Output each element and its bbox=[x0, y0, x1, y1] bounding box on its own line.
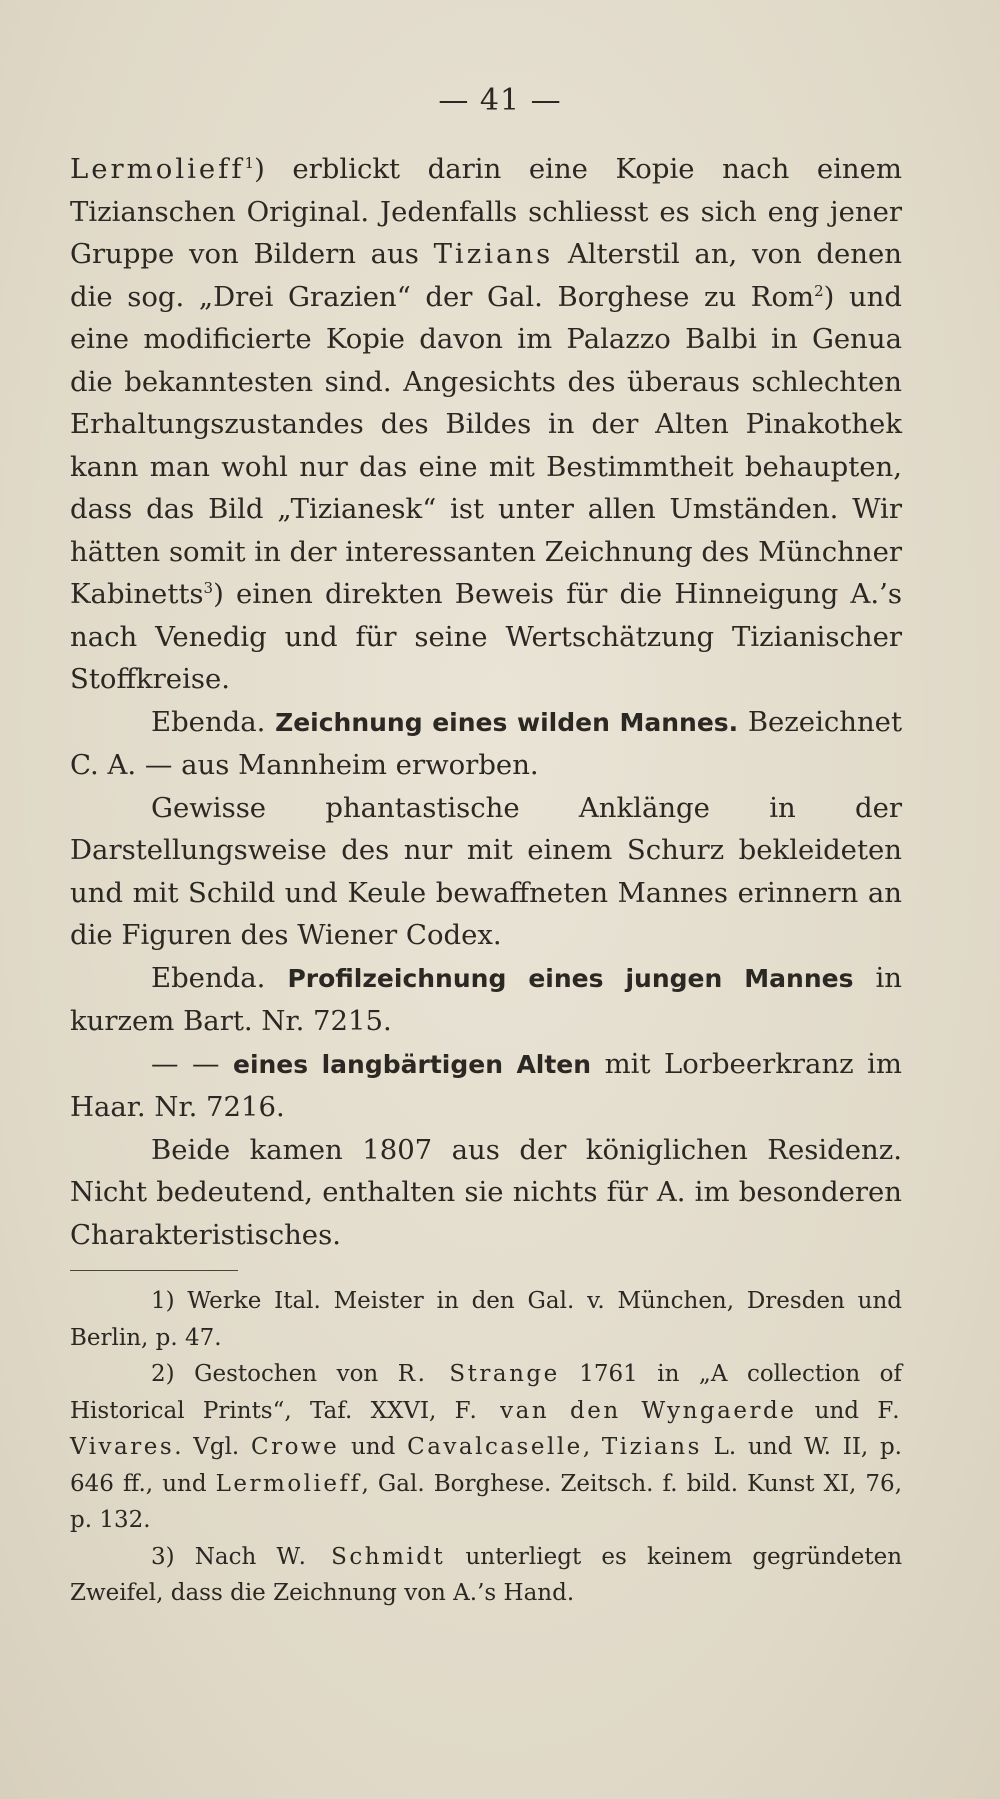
entry-title-wild-man: Zeichnung eines wilden Mannes. bbox=[275, 707, 739, 737]
entry-title-profile: Profilzeichnung eines jungen Mannes bbox=[287, 963, 854, 993]
footnote-ref-2: 2 bbox=[814, 281, 824, 300]
footnote-3: 3) Nach W. Schmidt unterliegt es keinem gegründeten Zweifel, dass die Zeichnung von A.’s Hand. bbox=[70, 1543, 903, 1606]
paragraph-1: Lermolieff$^1$) erblickt darin eine Kopie nach einem Tizianschen Original. Jedenfalls schliesst es sich eng jener Gruppe von Bildern aus Tizians Alterstil an, von denen die sog. „Drei Grazien“ der Gal. Borghese zu Rom$^2$) und eine modificierte Kopie davon im Palazzo Balbi in Genua die bekanntesten sind. Angesichts des überaus schlechten Erhaltungszustandes des Bildes in der Alten Pinakothek kann man wohl nur das eine mit Bestimmtheit behaupten, dass das Bild „Tizianesk“ ist unter allen Umständen. Wir hätten somit in der interessanten Zeichnung des Münchner Kabinetts$^3$) einen direkten Beweis für die Hinneigung A.’s nach Venedig und für seine Wertschätzung Tizianischer Stoffkreise. bbox=[70, 153, 902, 695]
paragraph-5: — — eines langbärtigen Alten mit Lorbeerkranz im Haar. Nr. 7216. bbox=[70, 1047, 903, 1123]
footnote-1: 1) Werke Ital. Meister in den Gal. v. München, Dresden und Berlin, p. 47. bbox=[70, 1288, 902, 1351]
footnote-ref-3: 3 bbox=[203, 578, 214, 597]
paragraph-4: Ebenda. Profilzeichnung eines jungen Mannes in kurzem Bart. Nr. 7215. bbox=[70, 961, 903, 1037]
main-text bbox=[70, 148, 902, 1256]
paragraph-3: Gewisse phantastische Anklänge in der Darstellungsweise des nur mit einem Schurz bekleideten und mit Schild und Keule bewaffneten Mannes erinnern an die Figuren des Wiener Codex. bbox=[70, 791, 902, 951]
paragraph-2: Ebenda. Zeichnung eines wilden Mannes. Bezeichnet C. A. — aus Mannheim erworben. bbox=[70, 705, 903, 781]
footnote-divider bbox=[70, 1270, 238, 1271]
footnote-ref-1: 1 bbox=[244, 153, 255, 172]
entry-title-bearded-old-man: eines langbärtigen Alten bbox=[232, 1049, 592, 1079]
page-number: — 41 — bbox=[438, 83, 562, 118]
footnotes bbox=[70, 1283, 902, 1612]
footnote-2: 2) Gestochen von R. Strange 1761 in „A collection of Historical Prints“, Taf. XXVI, F. van den Wyngaerde und F. Vivares. Vgl. Crowe und Cavalcaselle, Tizians L. und W. II, p. 646 ff., und Lermolieff, Gal. Borghese. Zeitsch. f. bild. Kunst XI, 76, p. 132. bbox=[70, 1361, 903, 1533]
paragraph-6: Beide kamen 1807 aus der königlichen Residenz. Nicht bedeutend, enthalten sie nichts für A. im besonderen Charakteristisches. bbox=[70, 1133, 902, 1251]
